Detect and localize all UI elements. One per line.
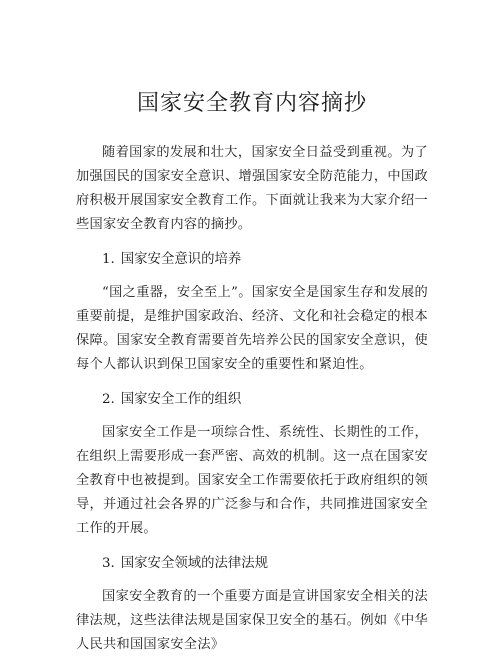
section-heading-text: 国家安全领域的法律法规: [120, 556, 269, 571]
section-number: 1.: [102, 252, 115, 267]
section-heading-text: 国家安全工作的组织: [120, 392, 242, 407]
section-number: 2.: [102, 392, 115, 407]
document-title: 国家安全教育内容摘抄: [136, 91, 367, 116]
section-heading-2: [76, 389, 428, 411]
section-heading-3: [76, 553, 428, 575]
section-heading-text: 国家安全意识的培养: [120, 252, 242, 267]
section-body-1: “国之重器，安全至上”。国家安全是国家生存和发展的重要前提，是维护国家政治、经济、文化和社会稳定的根本保障。国家安全教育需要首先培养公民的国家安全意识，使每个人都认识到保卫国家安全的重要性和紧迫性。: [76, 285, 428, 372]
section-heading-1: [76, 249, 428, 271]
section-body-2: 国家安全工作是一项综合性、系统性、长期性的工作，在组织上需要形成一套严密、高效的机制。这一点在国家安全教育中也被提到。国家安全工作需要依托于政府组织的领导，并通过社会各界的广泛参与和合作，共同推进国家安全工作的开展。: [76, 425, 428, 536]
section-number: 3.: [102, 556, 115, 571]
section-body-3: 国家安全教育的一个重要方面是宣讲国家安全相关的法律法规，这些法律法规是国家保卫安全的基石。例如《中华人民共和国国家安全法》: [76, 589, 428, 652]
intro-paragraph: 随着国家的发展和壮大，国家安全日益受到重视。为了加强国民的国家安全意识、增强国家安全防范能力，中国政府积极开展国家安全教育工作。下面就让我来为大家介绍一些国家安全教育内容的摘抄。: [76, 145, 428, 232]
